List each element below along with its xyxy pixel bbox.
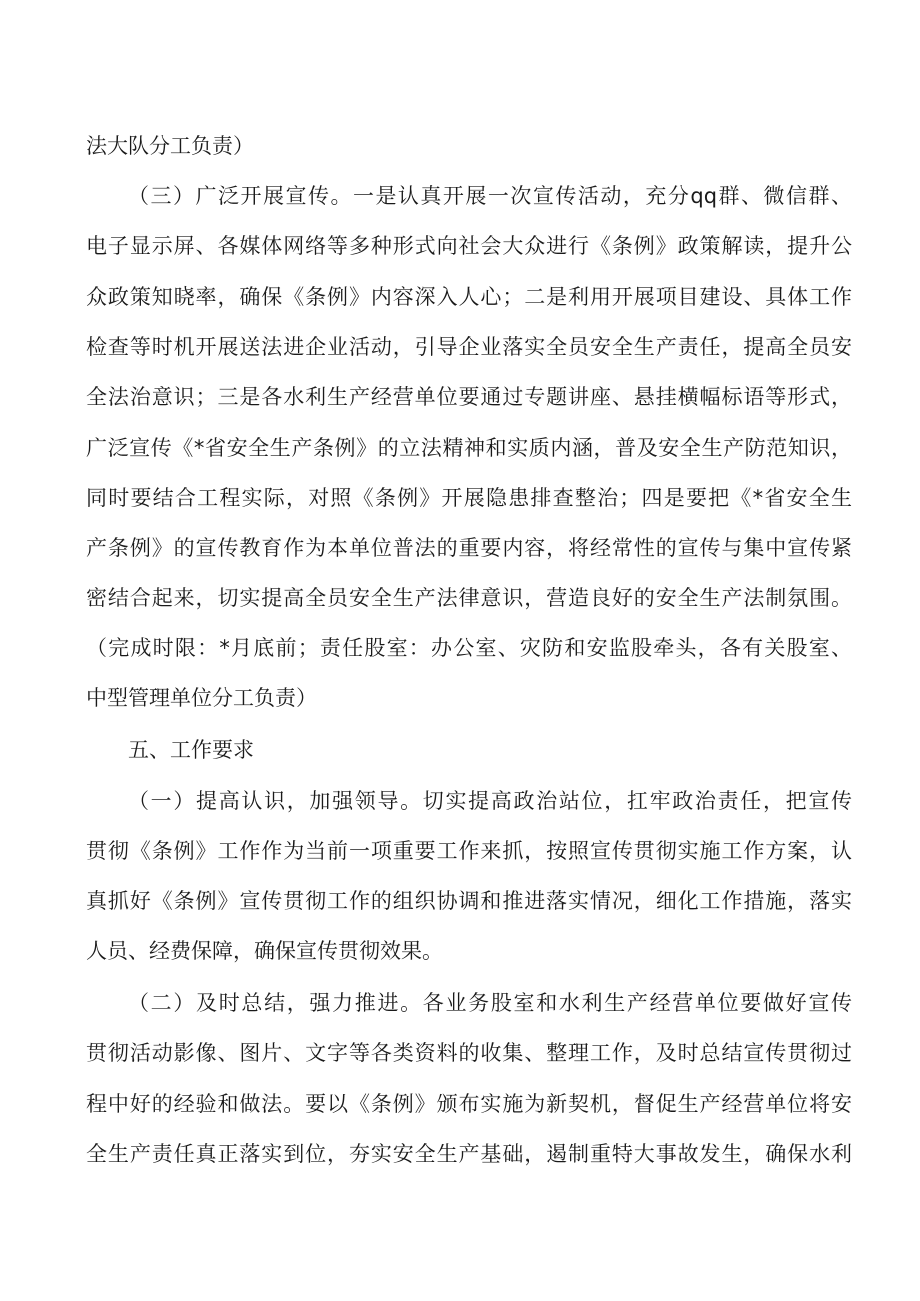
text-line: 密结合起来，切实提高全员安全生产法律意识，营造良好的安全生产法制氛围。: [86, 586, 852, 610]
text-line: （完成时限：*月底前；责任股室：办公室、灾防和安监股牵头，各有关股室、: [86, 636, 852, 660]
text-line: 同时要结合工程实际，对照《条例》开展隐患排查整治；四是要把《*省安全生: [86, 486, 852, 510]
text-line: 广泛宣传《*省安全生产条例》的立法精神和实质内涵，普及安全生产防范知识，: [86, 436, 852, 460]
text-line: 电子显示屏、各媒体网络等多种形式向社会大众进行《条例》政策解读，提升公: [86, 234, 852, 258]
text-line: 人员、经费保障，确保宣传贯彻效果。: [86, 939, 443, 963]
text-line: 真抓好《条例》宣传贯彻工作的组织协调和推进落实情况，细化工作措施，落实: [86, 889, 852, 913]
text-line: 产条例》的宣传教育作为本单位普法的重要内容，将经常性的宣传与集中宣传紧: [86, 536, 852, 560]
text-line: 贯彻《条例》工作作为当前一项重要工作来抓，按照宣传贯彻实施工作方案，认: [86, 839, 852, 863]
text-line: 贯彻活动影像、图片、文字等各类资料的收集、整理工作，及时总结宣传贯彻过: [86, 1041, 852, 1065]
text-line: 程中好的经验和做法。要以《条例》颁布实施为新契机，督促生产经营单位将安: [86, 1092, 852, 1116]
text-line: 众政策知晓率，确保《条例》内容深入人心；二是利用开展项目建设、具体工作: [86, 285, 852, 309]
text-line: 全法治意识；三是各水利生产经营单位要通过专题讲座、悬挂横幅标语等形式，: [86, 385, 852, 409]
paragraph-first-line: （三）广泛开展宣传。一是认真开展一次宣传活动，充分qq群、微信群、: [128, 184, 852, 208]
text-line: 法大队分工负责）: [86, 134, 254, 158]
paragraph-first-line: （二）及时总结，强力推进。各业务股室和水利生产经营单位要做好宣传: [128, 991, 852, 1015]
text-line: 中型管理单位分工负责）: [86, 686, 317, 710]
section-heading: 五、工作要求: [128, 738, 254, 762]
paragraph-first-line: （一）提高认识，加强领导。切实提高政治站位，扛牢政治责任，把宣传: [128, 789, 852, 813]
text-line: 检查等时机开展送法进企业活动，引导企业落实全员安全生产责任，提高全员安: [86, 335, 852, 359]
text-line: 全生产责任真正落实到位，夯实安全生产基础，遏制重特大事故发生，确保水利: [86, 1142, 852, 1166]
